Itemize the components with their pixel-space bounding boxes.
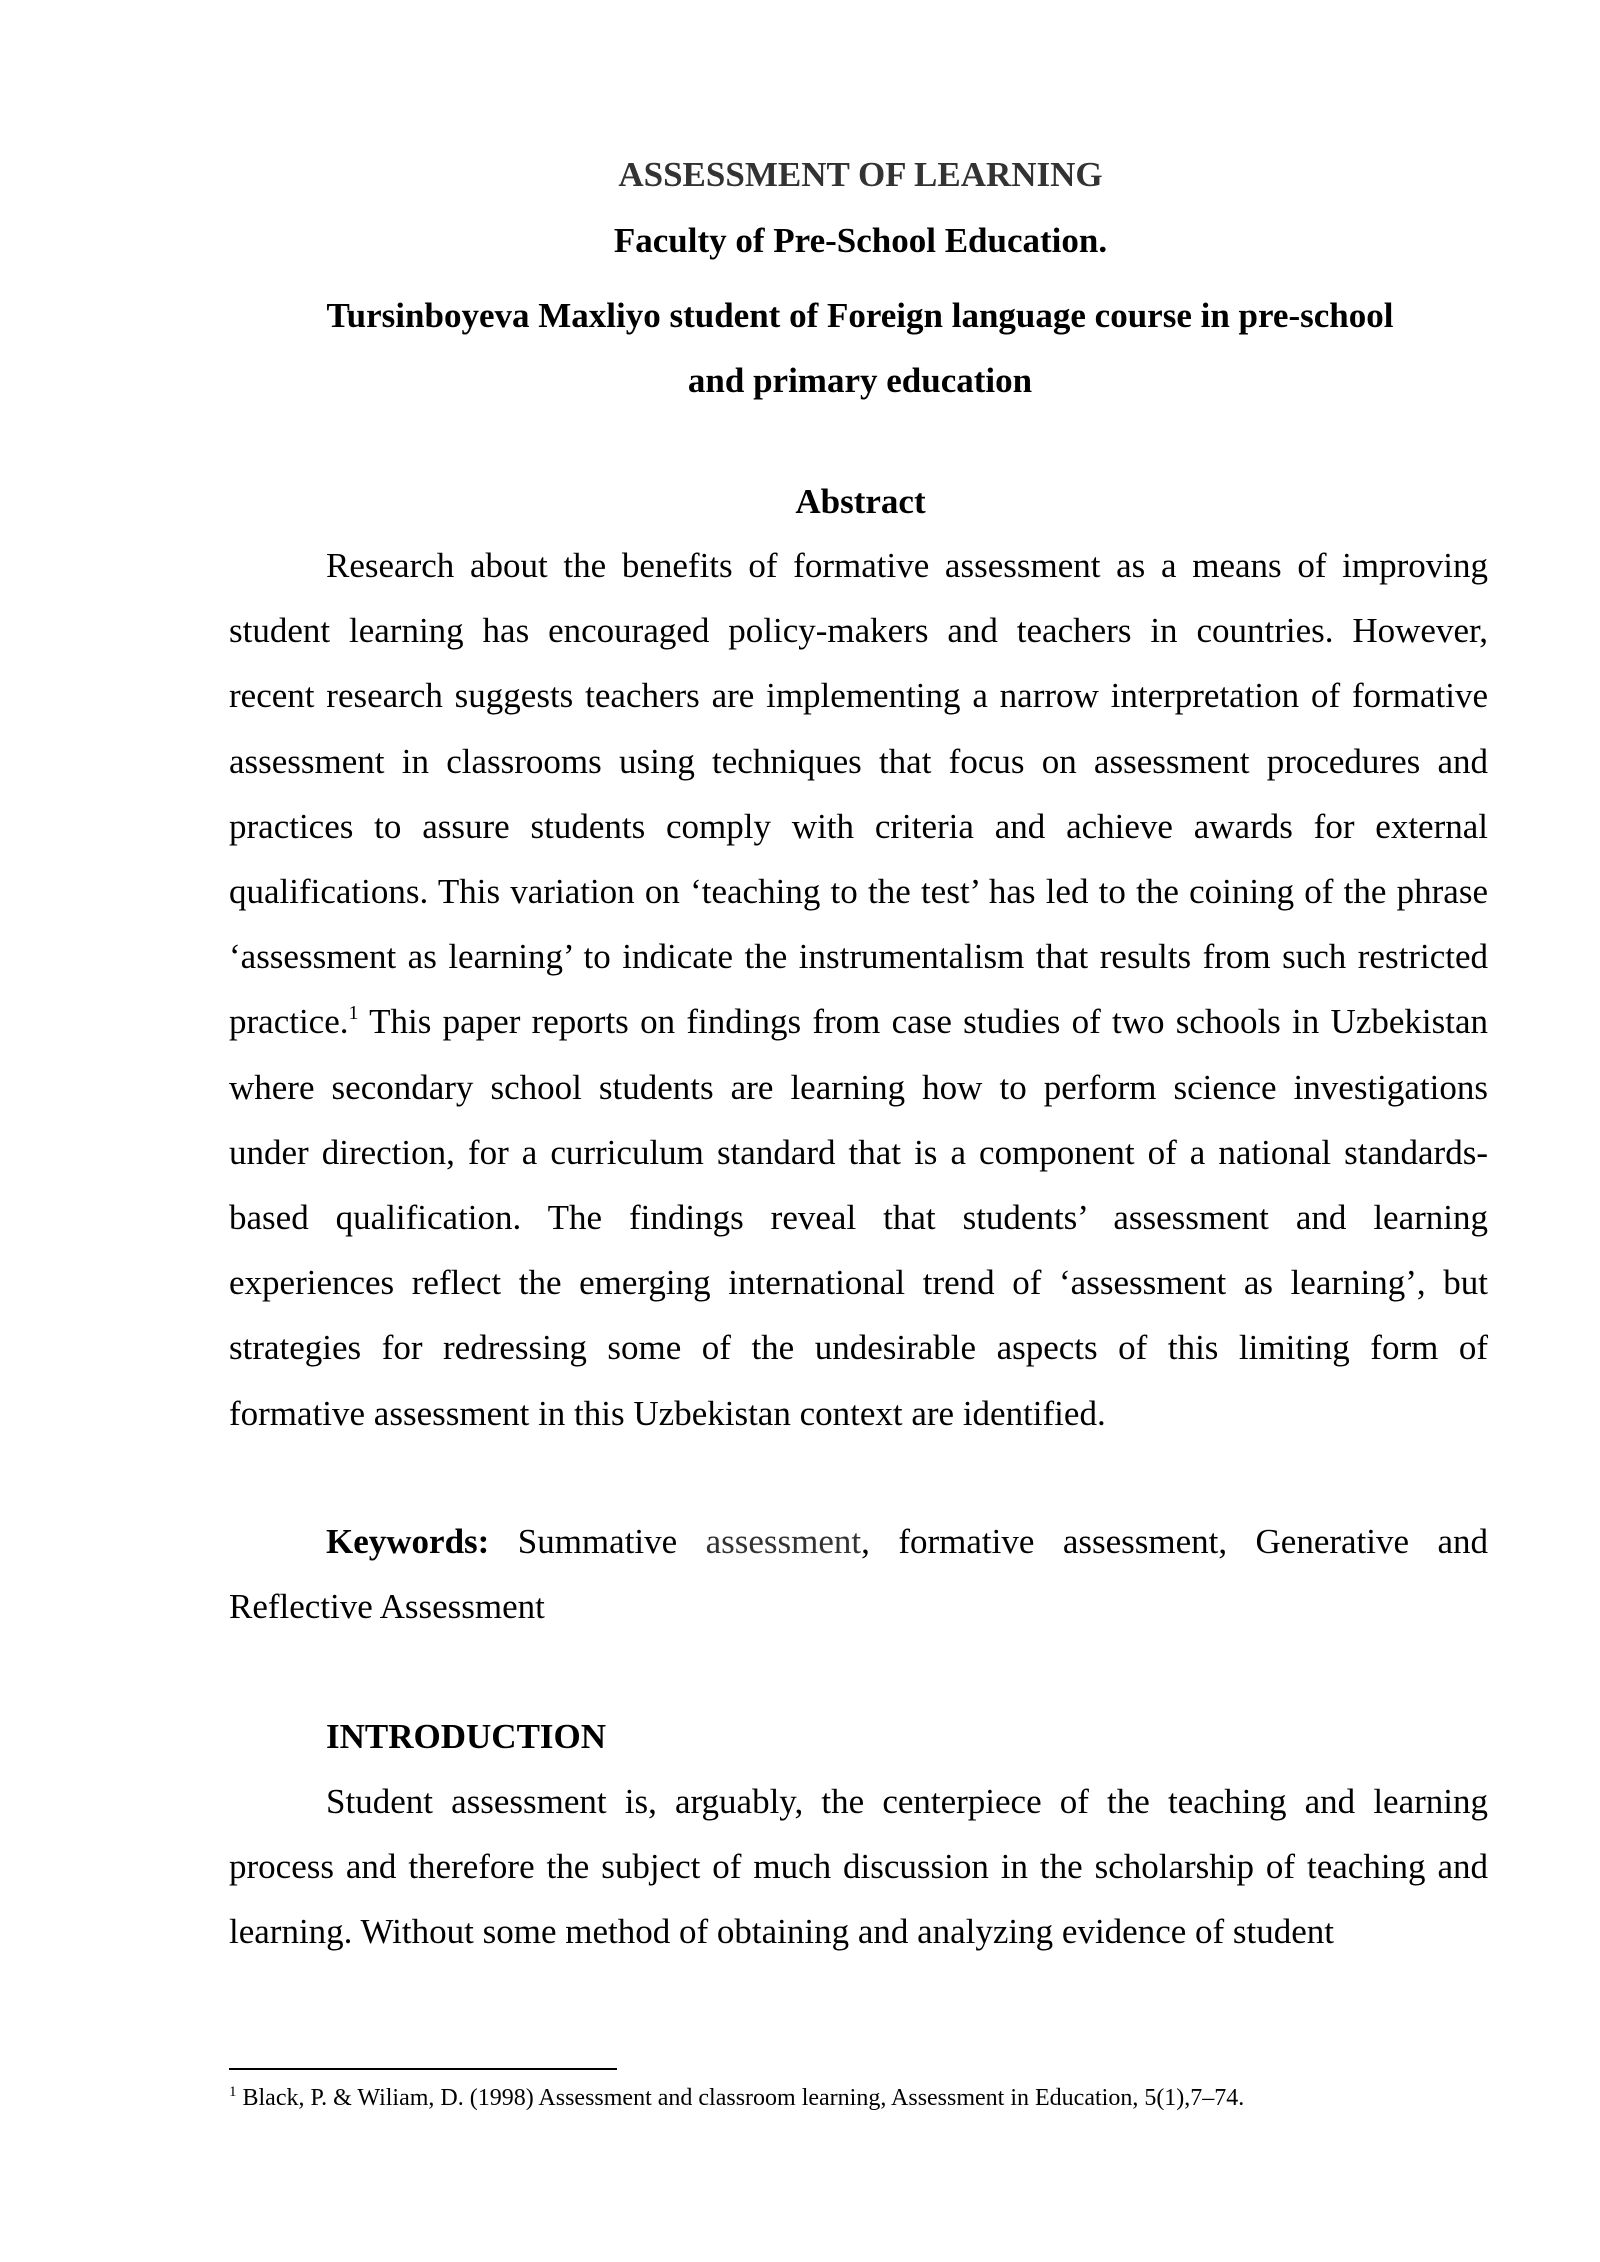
abstract-text-part1: Research about the benefits of formative assessment as a means of improving student learning has encouraged policy-makers and teachers in countries. However, recent research suggests teachers are implementing a narrow interpretation of formative assessment in classrooms using techniques that focus on assessment procedures and practices to assure students comply with criteria and achieve awards for external qualifications. This variation on ‘teaching to the test’ has led to the coining of the phrase ‘assessment as learning’ to indicate the instrumentalism that results from such restricted practice. — [229, 546, 1488, 1042]
paper-title: ASSESSMENT OF LEARNING — [618, 155, 1103, 194]
keywords-paragraph — [229, 1509, 1488, 1639]
footnote — [229, 2083, 1488, 2113]
footnote-reference: 1 — [348, 1002, 359, 1025]
keywords-text-2: assessment — [705, 1522, 862, 1561]
keywords-text-1: Summative — [489, 1522, 706, 1561]
keywords-label: Keywords: — [326, 1522, 490, 1561]
author-line: Tursinboyeva Maxliyo student of Foreign language course in pre-school and primary education — [326, 296, 1394, 400]
footnote-marker: 1 — [229, 2084, 237, 2100]
footnote-text: Black, P. & Wiliam, D. (1998) Assessment and classroom learning, Assessment in Education, 5(1),7–74. — [236, 2085, 1245, 2111]
abstract-text-part2: This paper reports on findings from case studies of two schools in Uzbekistan where secondary school students are learning how to perform science investigations under direction, for a curriculum standard that is a component of a national standards-based qualification. The findings reveal that students’ assessment and learning experiences reflect the emerging international trend of ‘assessment as learning’, but strategies for redressing some of the undesirable aspects of this limiting form of formative assessment in this Uzbekistan context are identified. — [229, 1002, 1488, 1433]
introduction-heading: INTRODUCTION — [326, 1717, 607, 1756]
footnote-separator — [229, 2068, 617, 2070]
abstract-heading: Abstract — [795, 482, 926, 521]
faculty-line: Faculty of Pre-School Education. — [613, 221, 1108, 260]
abstract-paragraph — [229, 533, 1488, 1446]
introduction-paragraph: Student assessment is, arguably, the centerpiece of the teaching and learning process and therefore the subject of much discussion in the scholarship of teaching and learning. Without some method of obtaining and analyzing evidence of student — [229, 1782, 1488, 1952]
keywords-text-3: , formative assessment, Generative and Reflective Assessment — [229, 1522, 1489, 1627]
